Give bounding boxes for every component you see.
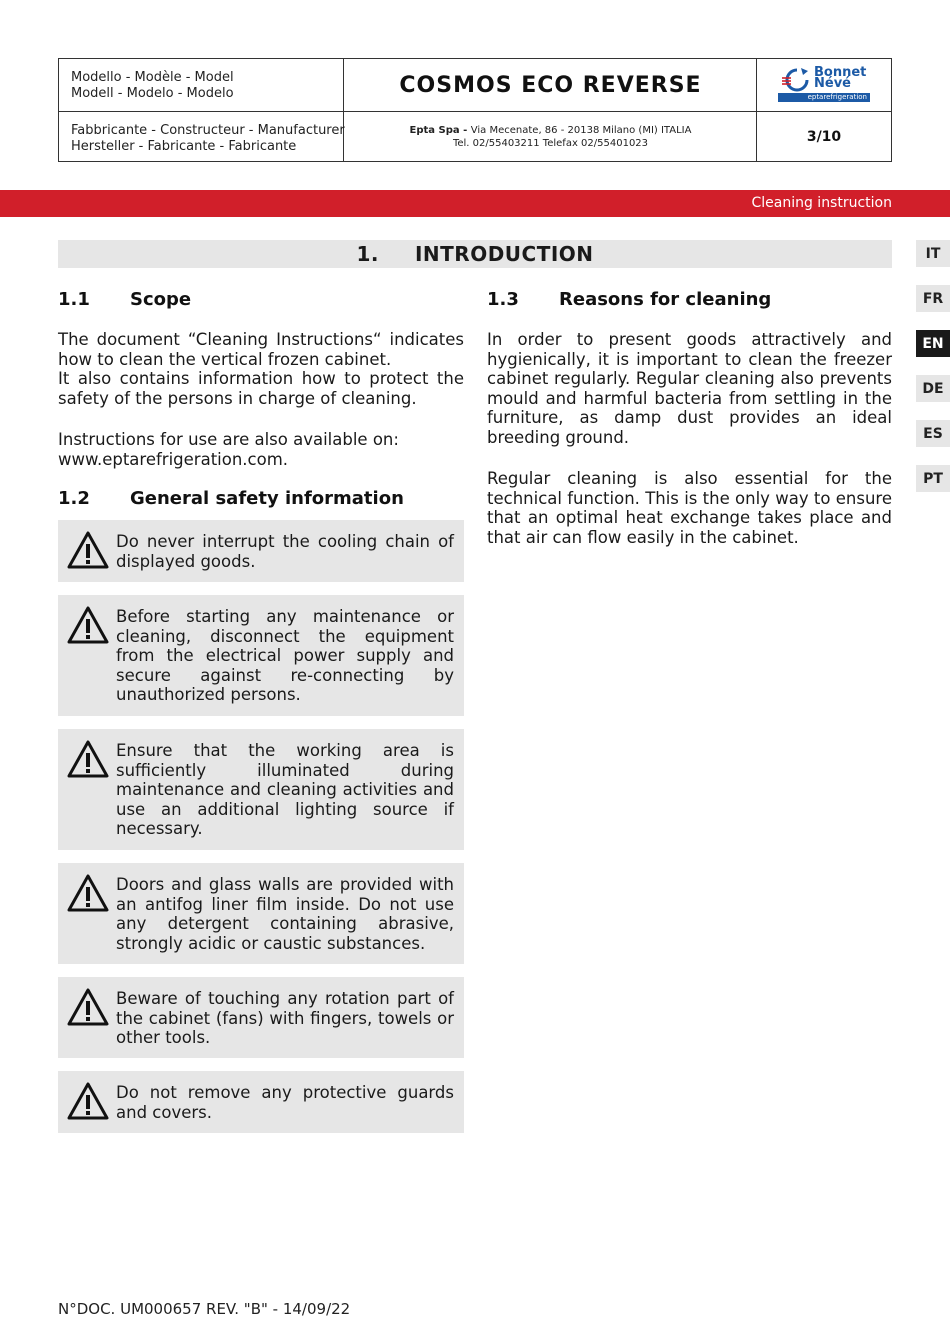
reasons-paragraph-1: In order to present goods attractively and hygienically, it is important to clean the freezer cabinet regularly. Regular cleaning also prevents mould and harmful bacteria from settling in the furniture, as damp dust provides an ideal breeding ground. (487, 330, 892, 447)
manufacturer-label-line1: Fabbricante - Constructeur - Manufacturer (71, 123, 345, 138)
lang-tab-es[interactable]: ES (916, 420, 950, 447)
lang-tab-de[interactable]: DE (916, 375, 950, 402)
warning-box (58, 595, 464, 716)
logo-tagline: eptarefrigeration (778, 93, 870, 102)
warning-text: Doors and glass walls are provided with an antifog liner film inside. Do not use any detergent containing abrasive, strongly acidic or caustic substances. (116, 875, 454, 953)
warning-box (58, 1071, 464, 1133)
warning-box (58, 520, 464, 582)
document-reference: N°DOC. UM000657 REV. "B" - 14/09/22 (58, 1300, 351, 1318)
heading-safety (58, 488, 404, 509)
model-label-line2: Modell - Modelo - Modelo (71, 86, 234, 101)
heading-scope-number: 1.1 (58, 289, 90, 310)
model-label (71, 70, 234, 102)
warning-text: Ensure that the working area is sufficiently illuminated during maintenance and cleaning activities and use an additional lighting source if necessary. (116, 741, 454, 838)
document-header (58, 58, 892, 162)
section-title-bar (58, 240, 892, 268)
warning-text: Do never interrupt the cooling chain of displayed goods. (116, 532, 454, 571)
warning-text: Beware of touching any rotation part of the cabinet (fans) with fingers, towels or other tools. (116, 989, 454, 1047)
lang-tab-fr[interactable]: FR (916, 285, 950, 312)
warning-triangle-icon (66, 739, 110, 779)
brand-logo (757, 59, 891, 111)
heading-reasons-title: Reasons for cleaning (559, 289, 772, 310)
logo-line1: Bonnet (814, 65, 867, 80)
lang-tab-en[interactable]: EN (916, 330, 950, 357)
manufacturer-label (71, 123, 345, 155)
scope-text-1: The document “Cleaning Instructions“ indicates how to clean the vertical frozen cabinet. (58, 330, 464, 369)
scope-paragraph-2: Instructions for use are also available on: www.eptarefrigeration.com. (58, 430, 399, 469)
company-address: Via Mecenate, 86 - 20138 Milano (MI) ITALIA (470, 125, 692, 136)
lang-tab-pt[interactable]: PT (916, 465, 950, 492)
section-title: INTRODUCTION (414, 242, 594, 266)
company-name: Epta Spa - (409, 125, 471, 136)
warning-triangle-icon (66, 873, 110, 913)
warning-box (58, 729, 464, 850)
scope-paragraph-1 (58, 330, 464, 408)
section-number: 1. (356, 242, 379, 266)
logo-icon (782, 67, 812, 93)
heading-reasons (487, 289, 771, 310)
warning-triangle-icon (66, 530, 110, 570)
lang-tab-it[interactable]: IT (916, 240, 950, 267)
warning-text: Before starting any maintenance or cleaning, disconnect the equipment from the electrical power supply and secure against re-connecting by unauthorized persons. (116, 607, 454, 704)
reasons-paragraph-2: Regular cleaning is also essential for the technical function. This is the only way to ensure that an optimal heat exchange takes place and that air can flow easily in the cabinet. (487, 469, 892, 547)
page-indicator: 3/10 (806, 129, 842, 145)
heading-scope-title: Scope (130, 289, 192, 310)
manufacturer-label-line2: Hersteller - Fabricante - Fabricante (71, 139, 297, 154)
heading-safety-title: General safety information (130, 488, 404, 509)
warning-triangle-icon (66, 1081, 110, 1121)
heading-safety-number: 1.2 (58, 488, 90, 509)
warning-triangle-icon (66, 605, 110, 645)
scope-text-2: It also contains information how to protect the safety of the persons in charge of cleaning. (58, 369, 464, 408)
warning-triangle-icon (66, 987, 110, 1027)
heading-scope (58, 289, 191, 310)
heading-reasons-number: 1.3 (487, 289, 519, 310)
warning-box (58, 863, 464, 964)
warning-text: Do not remove any protective guards and covers. (116, 1083, 454, 1122)
warning-box (58, 977, 464, 1058)
section-band (0, 190, 950, 217)
product-title: COSMOS ECO REVERSE (399, 72, 702, 98)
band-label: Cleaning instruction (751, 195, 892, 211)
company-phone: Tel. 02/55403211 Telefax 02/55401023 (452, 138, 649, 149)
company-info (344, 112, 757, 162)
model-label-line1: Modello - Modèle - Model (71, 70, 234, 85)
logo-line2: Névé (814, 76, 851, 91)
